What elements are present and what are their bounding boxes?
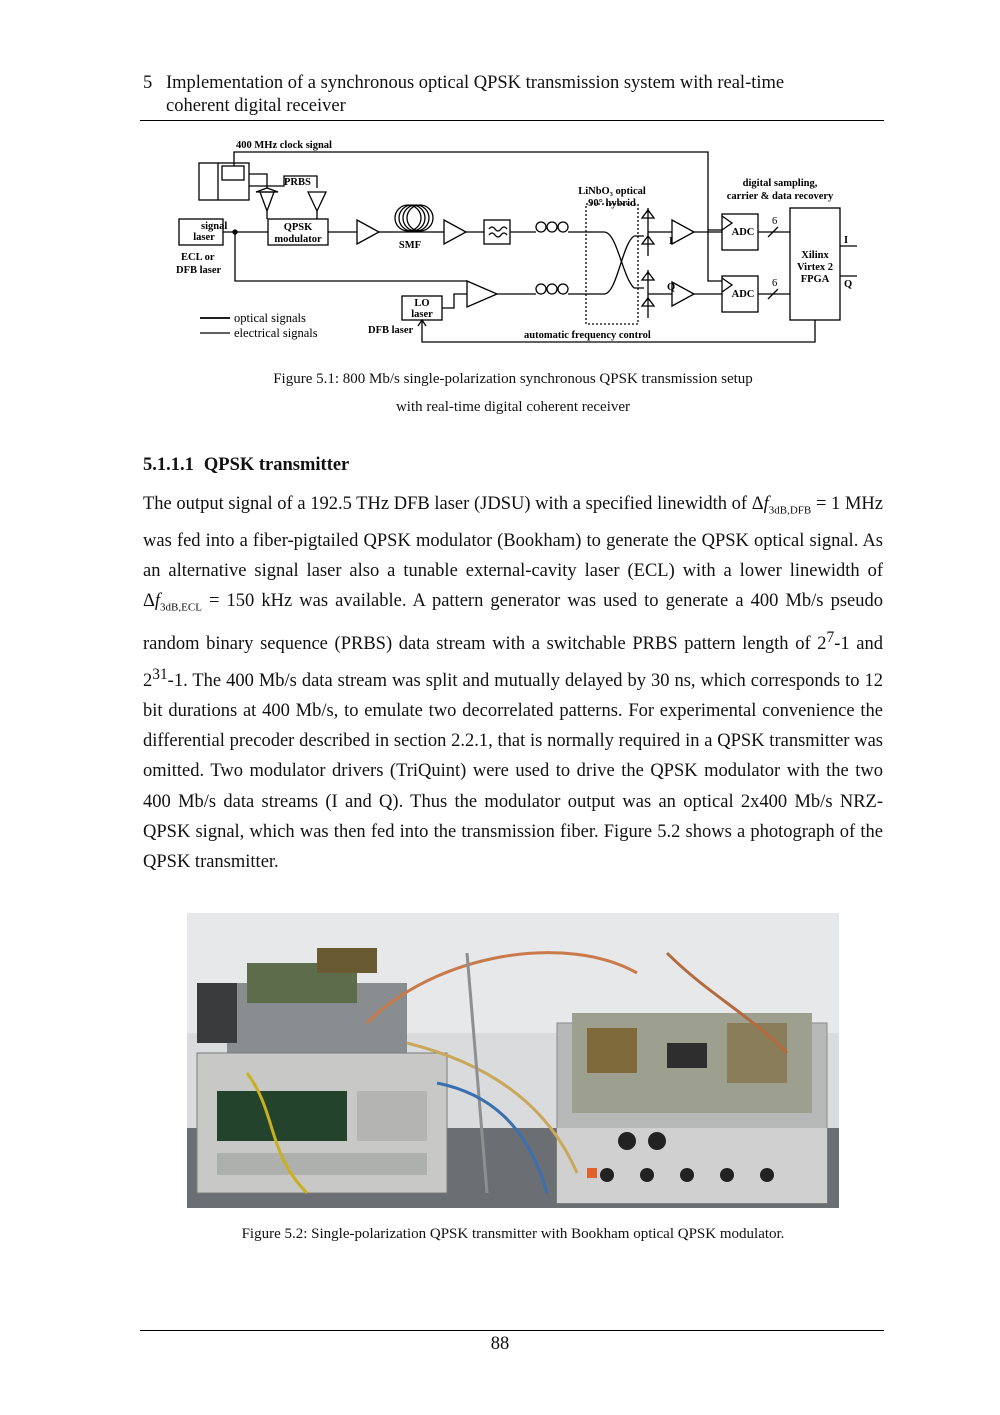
paragraph-text-4: -1 and 2 — [143, 634, 883, 691]
label-fpga-2: Virtex 2 — [796, 262, 834, 273]
label-lo-2: laser — [411, 309, 433, 320]
label-bits-bottom: 6 — [772, 278, 778, 289]
label-laser-type-2: DFB laser — [176, 265, 222, 276]
clock-line — [234, 152, 722, 281]
label-signal-laser-2: laser — [193, 232, 215, 243]
figure-5-1-caption — [143, 365, 883, 421]
chapter-number: 5 — [143, 73, 153, 93]
formula-sub: 3dB,ECL — [160, 601, 202, 614]
rx-amplifier-i — [672, 220, 694, 244]
optical-hybrid — [586, 204, 638, 324]
section-number: 5.1.1.1 — [143, 455, 194, 475]
label-qpsk-2: modulator — [274, 234, 322, 245]
figure-5-2-caption: Figure 5.2: Single-polarization QPSK transmitter with Bookham optical QPSK modulator. — [241, 1226, 785, 1242]
label-hybrid-2: 90° hybrid — [588, 198, 636, 209]
formula-eq: = 150 kHz — [201, 591, 293, 612]
label-branch-q: Q — [667, 282, 676, 293]
body-text — [143, 489, 883, 877]
formula-var: f — [154, 591, 161, 612]
label-adc-top: ADC — [731, 227, 755, 238]
label-qpsk-1: QPSK — [283, 222, 313, 233]
pattern-generator — [199, 163, 249, 200]
amplifier-1 — [357, 220, 379, 244]
section-heading — [143, 455, 349, 476]
exponent-7: 7 — [826, 629, 835, 647]
figure-5-1-caption-line1: Figure 5.1: 800 Mb/s single-polarization synchronous QPSK transmission setup — [273, 371, 753, 387]
formula-dfb-linewidth — [751, 494, 884, 517]
figure-5-1-caption-line2: with real-time digital coherent receiver — [395, 399, 631, 415]
formula-delta: Δ — [751, 494, 764, 514]
page-number: 88 — [490, 1334, 510, 1354]
paragraph-text-3: was available. A pattern generator was used to generate a 400 Mb/s pseudo random binary sequence (PRBS) data stream with a switchable PRBS pattern length of 2 — [143, 591, 883, 655]
formula-sub: 3dB,DFB — [768, 504, 812, 517]
label-adc-bottom: ADC — [731, 289, 755, 300]
header-rule — [140, 120, 884, 121]
label-smf: SMF — [398, 240, 422, 251]
label-laser-type-1: ECL or — [181, 252, 215, 263]
chapter-title-line1: Implementation of a synchronous optical QPSK transmission system with real-time — [166, 73, 785, 93]
formula-eq: = 1 MHz — [811, 494, 884, 514]
formula-ecl-linewidth — [143, 591, 293, 614]
label-dsp-2: carrier & data recovery — [726, 191, 834, 202]
lo-amplifier — [467, 281, 497, 307]
label-afc: automatic frequency control — [524, 330, 651, 341]
section-title: QPSK transmitter — [203, 455, 350, 475]
footer-rule — [140, 1330, 884, 1331]
rx-amplifier-q — [672, 282, 694, 306]
chapter-title-line2: coherent digital receiver — [166, 96, 346, 116]
label-out-q: Q — [844, 279, 853, 290]
paragraph-text-2: was fed into a fiber-pigtailed QPSK modulator (Bookham) to generate the QPSK optical signal. As an alternative signal laser also a tunable external-cavity laser (ECL) with a lower linewidth of — [143, 530, 883, 582]
label-out-i: I — [844, 235, 849, 246]
legend-optical: optical signals — [234, 311, 306, 325]
label-fpga-3: FPGA — [800, 274, 830, 285]
running-header — [143, 72, 883, 118]
legend-electrical: electrical signals — [234, 326, 318, 340]
paragraph-text-5: -1. The 400 Mb/s data stream was split and mutually delayed by 30 ns, which corresponds to 12 bit durations at 400 Mb/s, to emulate two decorrelated patterns. For experimental convenience the differential precoder described in section 2.2.1, that is normally required in a QPSK transmitter was omitted. Two modulator drivers (TriQuint) were used to drive the QPSK modulator with the two 400 Mb/s data streams (I and Q). Thus the modulator output was an optical 2x400 Mb/s NRZ-QPSK signal, which was then fed into the transmission fiber. Figure 5.2 shows a photograph of the QPSK transmitter. — [143, 670, 883, 872]
label-prbs: PRBS — [284, 177, 311, 188]
paragraph-text-1: The output signal of a 192.5 THz DFB laser (JDSU) with a specified linewidth of — [143, 494, 748, 514]
optical-filter — [484, 220, 510, 244]
label-bits-top: 6 — [772, 216, 778, 227]
exponent-31: 31 — [152, 665, 168, 683]
label-clock: 400 MHz clock signal — [236, 140, 332, 151]
figure-5-2-photo — [187, 913, 839, 1208]
label-branch-i: I — [669, 236, 674, 247]
amplifier-2 — [444, 220, 466, 244]
driver-2 — [308, 192, 326, 211]
figure-5-1-diagram — [172, 136, 872, 346]
formula-var: f — [763, 494, 769, 514]
label-hybrid-1: LiNbO₃ optical — [578, 186, 646, 197]
label-fpga-1: Xilinx — [801, 250, 829, 261]
formula-delta: Δ — [143, 591, 155, 612]
label-dsp-1: digital sampling, — [742, 178, 818, 189]
photo-instrument-screen — [217, 1091, 347, 1141]
label-dfb-laser: DFB laser — [368, 325, 414, 336]
paragraph — [143, 489, 883, 877]
label-signal-laser-1: signal — [201, 221, 228, 232]
label-lo-1: LO — [414, 298, 430, 309]
